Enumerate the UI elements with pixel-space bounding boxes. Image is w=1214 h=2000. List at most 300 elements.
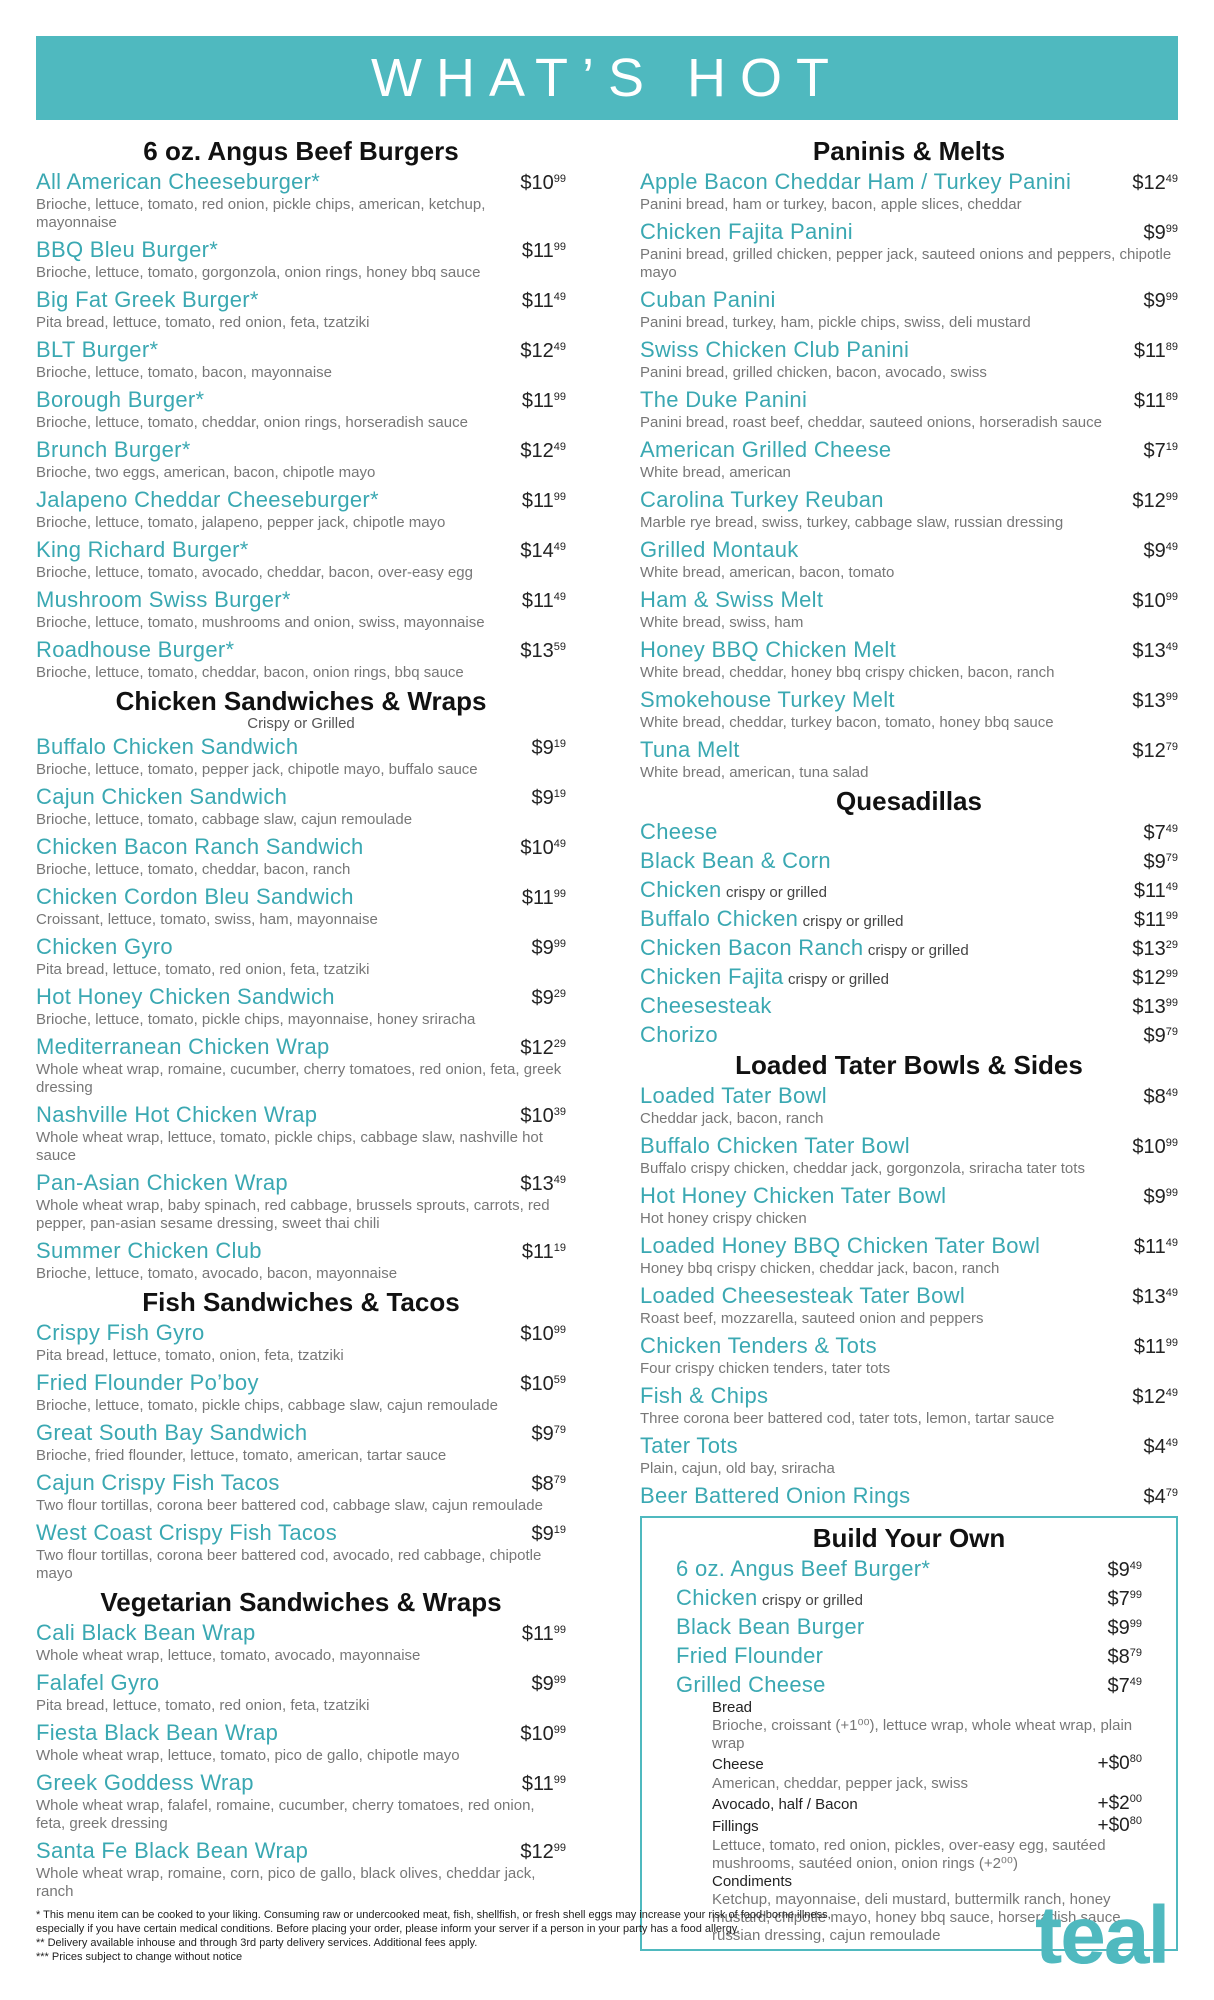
menu-item-title: [36, 1470, 280, 1495]
menu-item: [640, 933, 1178, 962]
price-cents: 99: [553, 173, 566, 185]
menu-item-row: [640, 585, 1178, 614]
price-cents: 59: [553, 641, 566, 653]
menu-item-title: [36, 337, 158, 362]
price-dollars: $11: [521, 887, 554, 909]
menu-item-title: [36, 734, 298, 759]
menu-item-row: [640, 285, 1178, 314]
byo-option-description: Ketchup, mayonnaise, deli mustard, buttermilk ranch, honey mustard, chipotle mayo, honey bbq sauce, horseradish sauce, russian dressing, cajun remoulade: [712, 1891, 1125, 1944]
section-title: Vegetarian Sandwiches & Wraps: [100, 1587, 502, 1617]
menu-item-description: Panini bread, ham or turkey, bacon, apple slices, cheddar: [640, 196, 1022, 213]
menu-item: [640, 875, 1178, 904]
item-price: [520, 535, 566, 564]
price-dollars: $4: [1143, 1436, 1166, 1458]
price-cents: 99: [1165, 910, 1178, 922]
menu-item-description: Brioche, lettuce, tomato, gorgonzola, onion rings, honey bbq sauce: [36, 264, 481, 281]
item-price: [1098, 1753, 1142, 1775]
item-price: [1108, 1641, 1143, 1670]
item-price: [1144, 285, 1179, 314]
menu-item-name: Greek Goddess Wrap: [36, 1770, 254, 1795]
price-cents: 49: [1165, 541, 1178, 553]
item-price: [1132, 167, 1178, 196]
menu-item-title: [640, 1483, 910, 1508]
byo-item-name: Grilled Cheese: [676, 1672, 826, 1697]
menu-item-name: Buffalo Chicken Sandwich: [36, 734, 299, 759]
menu-item: [36, 167, 566, 232]
menu-item-row: [640, 1381, 1178, 1410]
item-price: [520, 1318, 566, 1347]
price-dollars: $11: [521, 240, 554, 262]
menu-item-name: Beer Battered Onion Rings: [640, 1483, 911, 1508]
price-cents: 59: [553, 1374, 566, 1386]
menu-item-title: [36, 1170, 288, 1195]
menu-item-row: [36, 1468, 566, 1497]
price-dollars: $7: [1107, 1675, 1130, 1697]
price-cents: 49: [1165, 823, 1178, 835]
item-price: [1098, 1793, 1142, 1815]
byo-option-label: Fillings: [712, 1818, 759, 1835]
menu-item-note: crispy or grilled: [726, 884, 827, 901]
menu-item-title: [640, 1233, 1040, 1258]
menu-item-title: [640, 437, 891, 462]
menu-item-description: White bread, american, bacon, tomato: [640, 564, 895, 581]
menu-item-row: [640, 335, 1178, 364]
menu-item-title: [36, 1770, 254, 1795]
price-dollars: $12: [1132, 740, 1166, 762]
byo-item-row: [676, 1670, 1142, 1699]
menu-item-name: Apple Bacon Cheddar Ham / Turkey Panini: [640, 169, 1072, 194]
footer-line: * This menu item can be cooked to your liking. Consuming raw or undercooked meat, fish, shellfish, or fresh shell eggs may increase your risk of food-borne illness,: [36, 1909, 831, 1921]
menu-item-title: [36, 437, 191, 462]
menu-item-name: Fish & Chips: [640, 1383, 769, 1408]
menu-item-name: Honey BBQ Chicken Melt: [640, 637, 897, 662]
menu-item-title: [640, 687, 895, 712]
menu-item-description: Two flour tortillas, corona beer battered cod, cabbage slaw, cajun remoulade: [36, 1497, 543, 1514]
price-dollars: $10: [520, 837, 554, 859]
menu-item-description: Brioche, lettuce, tomato, pepper jack, chipotle mayo, buffalo sauce: [36, 761, 478, 778]
menu-item-title: [36, 784, 287, 809]
menu-item-title: [640, 848, 831, 873]
menu-item-name: Ham & Swiss Melt: [640, 587, 824, 612]
menu-item: [640, 904, 1178, 933]
menu-item-name: Cajun Crispy Fish Tacos: [36, 1470, 280, 1495]
menu-item: [640, 1020, 1178, 1049]
menu-item: [640, 1481, 1178, 1510]
menu-item-name: Mediterranean Chicken Wrap: [36, 1034, 330, 1059]
menu-item: [36, 1032, 566, 1097]
menu-item-name: Roadhouse Burger*: [36, 637, 235, 662]
menu-item-description: Two flour tortillas, corona beer battered cod, avocado, red cabbage, chipotle mayo: [36, 1547, 542, 1582]
menu-item-title: [36, 1720, 278, 1745]
price-cents: 99: [553, 1674, 566, 1686]
byo-option-description: Lettuce, tomato, red onion, pickles, over-easy egg, sautéed mushrooms, sautéed onion, onion rings (+2⁰⁰): [712, 1837, 1106, 1872]
menu-item-row: [36, 1518, 566, 1547]
menu-item: [640, 435, 1178, 482]
menu-item-name: Black Bean & Corn: [640, 848, 831, 873]
menu-item-title: [640, 935, 969, 960]
price-dollars: $9: [1143, 851, 1166, 873]
item-price: [1132, 1281, 1178, 1310]
menu-item-row: [36, 932, 566, 961]
price-dollars: $10: [520, 172, 554, 194]
price-dollars: $10: [1132, 590, 1166, 612]
section-subtitle: Crispy or Grilled: [247, 715, 355, 732]
menu-item-name: Buffalo Chicken: [640, 906, 799, 931]
menu-item-description: Whole wheat wrap, lettuce, tomato, avocado, mayonnaise: [36, 1647, 421, 1664]
price-cents: 99: [1165, 691, 1178, 703]
menu-item: [640, 335, 1178, 382]
menu-item-row: [640, 1481, 1178, 1510]
price-cents: 99: [553, 491, 566, 503]
menu-item-row: [36, 535, 566, 564]
menu-item-description: Brioche, lettuce, tomato, avocado, cheddar, bacon, over-easy egg: [36, 564, 473, 581]
price-cents: 19: [553, 1524, 566, 1536]
byo-option: [712, 1793, 1142, 1815]
menu-item-row: [640, 1231, 1178, 1260]
menu-item-name: Tuna Melt: [640, 737, 740, 762]
item-price: [520, 1032, 566, 1061]
item-price: [1132, 962, 1178, 991]
menu-item-name: King Richard Burger*: [36, 537, 249, 562]
price-dollars: $11: [1133, 909, 1166, 931]
price-dollars: $9: [1143, 540, 1166, 562]
price-dollars: $11: [521, 590, 554, 612]
menu-item-name: Pan-Asian Chicken Wrap: [36, 1170, 288, 1195]
section-title: Chicken Sandwiches & Wraps: [115, 686, 487, 716]
item-price: [520, 335, 566, 364]
menu-item-name: BBQ Bleu Burger*: [36, 237, 219, 262]
menu-item-name: Cheesesteak: [640, 993, 772, 1018]
left-column: [36, 135, 566, 1904]
menu-item: [640, 1281, 1178, 1328]
menu-section: [36, 1286, 566, 1583]
price-dollars: $10: [1132, 1136, 1166, 1158]
price-cents: 79: [1165, 1026, 1178, 1038]
byo-item-name: Black Bean Burger: [676, 1614, 865, 1639]
footer-notes: [36, 1908, 986, 1964]
menu-item-row: [36, 1368, 566, 1397]
menu-item-title: [640, 587, 823, 612]
price-dollars: $9: [531, 787, 554, 809]
menu-section: [36, 135, 566, 682]
menu-item-title: [36, 834, 364, 859]
menu-item-name: Chorizo: [640, 1022, 718, 1047]
menu-item-name: Cheese: [640, 819, 718, 844]
item-price: [522, 385, 566, 414]
menu-item-description: Panini bread, roast beef, cheddar, sauteed onions, horseradish sauce: [640, 414, 1102, 431]
menu-item-description: White bread, american: [640, 464, 791, 481]
item-price: [1144, 846, 1179, 875]
menu-item-title: [640, 737, 740, 762]
item-price: [532, 782, 567, 811]
menu-item-title: [640, 637, 896, 662]
item-price: [520, 1100, 566, 1129]
menu-item-row: [36, 1718, 566, 1747]
byo-option-label: Avocado, half / Bacon: [712, 1796, 858, 1813]
item-price: [1108, 1670, 1143, 1699]
price-dollars: $14: [520, 540, 554, 562]
price-dollars: $13: [520, 1173, 554, 1195]
price-cents: 39: [553, 1106, 566, 1118]
menu-item-description: Whole wheat wrap, lettuce, tomato, pico de gallo, chipotle mayo: [36, 1747, 460, 1764]
menu-item-row: [640, 933, 1178, 962]
byo-item-row: [676, 1641, 1142, 1670]
price-dollars: $12: [1132, 490, 1166, 512]
byo-item-note: crispy or grilled: [762, 1592, 863, 1609]
menu-item-title: [640, 964, 889, 989]
price-dollars: $12: [520, 1841, 554, 1863]
menu-item-name: Cali Black Bean Wrap: [36, 1620, 256, 1645]
price-cents: 29: [1165, 939, 1178, 951]
menu-item-row: [36, 882, 566, 911]
menu-item: [36, 1836, 566, 1901]
menu-item-title: [640, 487, 884, 512]
byo-item-row: [676, 1583, 1142, 1612]
price-cents: 99: [553, 1324, 566, 1336]
price-cents: 99: [553, 1724, 566, 1736]
menu-item-row: [640, 435, 1178, 464]
menu-item-row: [640, 485, 1178, 514]
byo-option-description: Brioche, croissant (+1⁰⁰), lettuce wrap, whole wheat wrap, plain wrap: [712, 1717, 1133, 1752]
price-dollars: $10: [520, 1323, 554, 1345]
menu-item: [640, 846, 1178, 875]
menu-item-name: Buffalo Chicken Tater Bowl: [640, 1133, 910, 1158]
menu-item-row: [36, 1836, 566, 1865]
byo-option-row: [712, 1873, 1142, 1891]
price-cents: 19: [553, 788, 566, 800]
item-price: [532, 932, 567, 961]
menu-item-row: [640, 635, 1178, 664]
menu-item-name: Hot Honey Chicken Tater Bowl: [640, 1183, 947, 1208]
menu-item-description: Brioche, lettuce, tomato, avocado, bacon, mayonnaise: [36, 1265, 398, 1282]
menu-item: [36, 1100, 566, 1165]
menu-item-row: [640, 385, 1178, 414]
price-cents: 99: [1165, 291, 1178, 303]
price-dollars: $9: [531, 987, 554, 1009]
item-price: [1144, 817, 1179, 846]
menu-item-name: Grilled Montauk: [640, 537, 799, 562]
menu-item: [36, 1768, 566, 1833]
menu-item-row: [640, 1020, 1178, 1049]
menu-item-title: [640, 819, 718, 844]
price-dollars: $9: [531, 1673, 554, 1695]
footer-line: *** Prices subject to change without notice: [36, 1951, 243, 1963]
price-dollars: $12: [520, 1037, 554, 1059]
menu-item: [36, 1418, 566, 1465]
menu-item: [36, 1168, 566, 1233]
price-cents: 79: [1165, 1487, 1178, 1499]
byo-option: [712, 1699, 1142, 1753]
menu-item-row: [640, 1281, 1178, 1310]
menu-item-name: Great South Bay Sandwich: [36, 1420, 308, 1445]
menu-item-description: Croissant, lettuce, tomato, swiss, ham, mayonnaise: [36, 911, 378, 928]
item-price: [520, 435, 566, 464]
price-dollars: $11: [1133, 1336, 1166, 1358]
menu-item-row: [36, 167, 566, 196]
menu-item-description: White bread, cheddar, honey bbq crispy chicken, bacon, ranch: [640, 664, 1055, 681]
item-price: [532, 1518, 567, 1547]
price-dollars: $11: [521, 1773, 554, 1795]
menu-item-title: [36, 637, 234, 662]
price-dollars: $9: [1107, 1559, 1130, 1581]
price-cents: 49: [1129, 1560, 1142, 1572]
menu-item-title: [36, 537, 249, 562]
menu-item-description: Brioche, lettuce, tomato, pickle chips, mayonnaise, honey sriracha: [36, 1011, 476, 1028]
menu-item-title: [36, 1520, 337, 1545]
price-cents: 49: [553, 291, 566, 303]
menu-item-title: [36, 237, 218, 262]
price-cents: 19: [553, 738, 566, 750]
menu-section: [640, 785, 1178, 1049]
menu-item-name: Chicken Cordon Bleu Sandwich: [36, 884, 354, 909]
byo-option-label: Cheese: [712, 1756, 764, 1773]
menu-item-row: [36, 285, 566, 314]
menu-item-description: Plain, cajun, old bay, sriracha: [640, 1460, 835, 1477]
byo-item-name: Chicken: [676, 1585, 758, 1610]
menu-item-name: Chicken Fajita Panini: [640, 219, 853, 244]
price-cents: 99: [553, 391, 566, 403]
menu-item-description: Brioche, lettuce, tomato, red onion, pickle chips, american, ketchup, mayonnaise: [36, 196, 486, 231]
menu-item-title: [640, 906, 904, 931]
menu-section: [36, 1586, 566, 1901]
menu-item-name: Tater Tots: [640, 1433, 738, 1458]
menu-item-row: [640, 817, 1178, 846]
price-dollars: $12: [520, 440, 554, 462]
menu-item: [640, 817, 1178, 846]
build-your-own-box: [640, 1516, 1178, 1951]
item-price: [1144, 217, 1179, 246]
byo-item-name: 6 oz. Angus Beef Burger*: [676, 1556, 931, 1581]
menu-item: [36, 235, 566, 282]
menu-item-name: Jalapeno Cheddar Cheeseburger*: [36, 487, 379, 512]
item-price: [1132, 933, 1178, 962]
item-price: [520, 1168, 566, 1197]
menu-item-description: Three corona beer battered cod, tater tots, lemon, tartar sauce: [640, 1410, 1055, 1427]
menu-item-name: Chicken Fajita: [640, 964, 784, 989]
price-dollars: $9: [531, 937, 554, 959]
menu-item: [36, 285, 566, 332]
byo-option-description: American, cheddar, pepper jack, swiss: [712, 1775, 968, 1792]
byo-item: [676, 1670, 1142, 1699]
byo-item: [676, 1554, 1142, 1583]
item-price: [522, 882, 566, 911]
menu-item: [36, 1618, 566, 1665]
menu-section: [640, 135, 1178, 782]
item-price: [1144, 435, 1179, 464]
price-cents: 99: [553, 1774, 566, 1786]
byo-option-row: [712, 1793, 1142, 1815]
menu-item-description: Brioche, lettuce, tomato, cheddar, bacon, ranch: [36, 861, 351, 878]
price-cents: 99: [1165, 1187, 1178, 1199]
item-price: [532, 732, 567, 761]
price-dollars: $8: [1143, 1086, 1166, 1108]
price-dollars: $11: [521, 1241, 554, 1263]
price-dollars: $13: [1132, 938, 1166, 960]
byo-option-row: [712, 1753, 1142, 1775]
menu-item-title: [640, 537, 799, 562]
menu-item-row: [640, 875, 1178, 904]
menu-item-title: [640, 1022, 718, 1047]
menu-item-description: Honey bbq crispy chicken, cheddar jack, bacon, ranch: [640, 1260, 1000, 1277]
menu-item: [640, 1231, 1178, 1278]
menu-item-name: Fiesta Black Bean Wrap: [36, 1720, 279, 1745]
price-dollars: $9: [531, 1423, 554, 1445]
menu-item: [640, 685, 1178, 732]
menu-item-row: [36, 385, 566, 414]
menu-item: [36, 1518, 566, 1583]
page-title: WHAT’S HOT: [36, 36, 1178, 120]
price-cents: 49: [553, 341, 566, 353]
item-price: [1144, 535, 1179, 564]
price-cents: 49: [1165, 1437, 1178, 1449]
menu-item-row: [36, 732, 566, 761]
price-cents: 99: [553, 888, 566, 900]
right-column: [640, 135, 1178, 1951]
menu-item-description: Marble rye bread, swiss, turkey, cabbage slaw, russian dressing: [640, 514, 1064, 531]
menu-item-description: Pita bread, lettuce, tomato, red onion, feta, tzatziki: [36, 1697, 370, 1714]
byo-option-label: Bread: [712, 1699, 753, 1716]
menu-item: [640, 485, 1178, 532]
item-price: [1134, 385, 1178, 414]
menu-item-title: [640, 1283, 965, 1308]
price-cents: 19: [1165, 441, 1178, 453]
price-cents: 99: [1165, 591, 1178, 603]
menu-item-description: Brioche, lettuce, tomato, bacon, mayonnaise: [36, 364, 333, 381]
byo-item: [676, 1641, 1142, 1670]
menu-item-title: [640, 337, 909, 362]
menu-item-name: West Coast Crispy Fish Tacos: [36, 1520, 338, 1545]
price-cents: 80: [1129, 1753, 1142, 1765]
price-cents: 49: [1165, 1237, 1178, 1249]
price-dollars: $8: [531, 1473, 554, 1495]
item-price: [532, 1668, 567, 1697]
menu-item-name: The Duke Panini: [640, 387, 808, 412]
menu-item-description: Pita bread, lettuce, tomato, red onion, feta, tzatziki: [36, 961, 370, 978]
item-price: [1144, 1481, 1179, 1510]
menu-item-description: White bread, american, tuna salad: [640, 764, 869, 781]
byo-item-row: [676, 1554, 1142, 1583]
item-price: [520, 1718, 566, 1747]
menu-item-note: crispy or grilled: [867, 942, 969, 959]
item-price: [522, 235, 566, 264]
menu-item-title: [640, 1083, 827, 1108]
item-price: [1144, 1020, 1179, 1049]
item-price: [1134, 1231, 1178, 1260]
price-cents: 99: [1165, 1137, 1178, 1149]
menu-item: [36, 1718, 566, 1765]
byo-option-row: [712, 1815, 1142, 1837]
menu-item-description: Brioche, lettuce, tomato, cabbage slaw, cajun remoulade: [36, 811, 413, 828]
menu-item-title: [640, 1433, 738, 1458]
section-title: 6 oz. Angus Beef Burgers: [143, 136, 459, 166]
price-dollars: $11: [521, 290, 554, 312]
byo-item-title: [676, 1614, 865, 1639]
menu-item: [640, 217, 1178, 282]
menu-section: [36, 685, 566, 1283]
menu-item-description: Whole wheat wrap, romaine, cucumber, cherry tomatoes, red onion, feta, greek dressing: [36, 1061, 562, 1096]
footer-line: especially if you have certain medical conditions. Before placing your order, please inform your server if a person in your party has a food allergy.: [36, 1923, 740, 1935]
price-cents: 49: [1165, 1387, 1178, 1399]
price-dollars: $9: [1143, 290, 1166, 312]
menu-item-title: [36, 1670, 159, 1695]
menu-item-row: [36, 832, 566, 861]
price-cents: 49: [553, 1174, 566, 1186]
price-cents: 49: [1165, 1287, 1178, 1299]
menu-item-title: [640, 1133, 910, 1158]
menu-item-title: [640, 993, 772, 1018]
menu-item-row: [640, 962, 1178, 991]
price-dollars: $13: [1132, 996, 1166, 1018]
